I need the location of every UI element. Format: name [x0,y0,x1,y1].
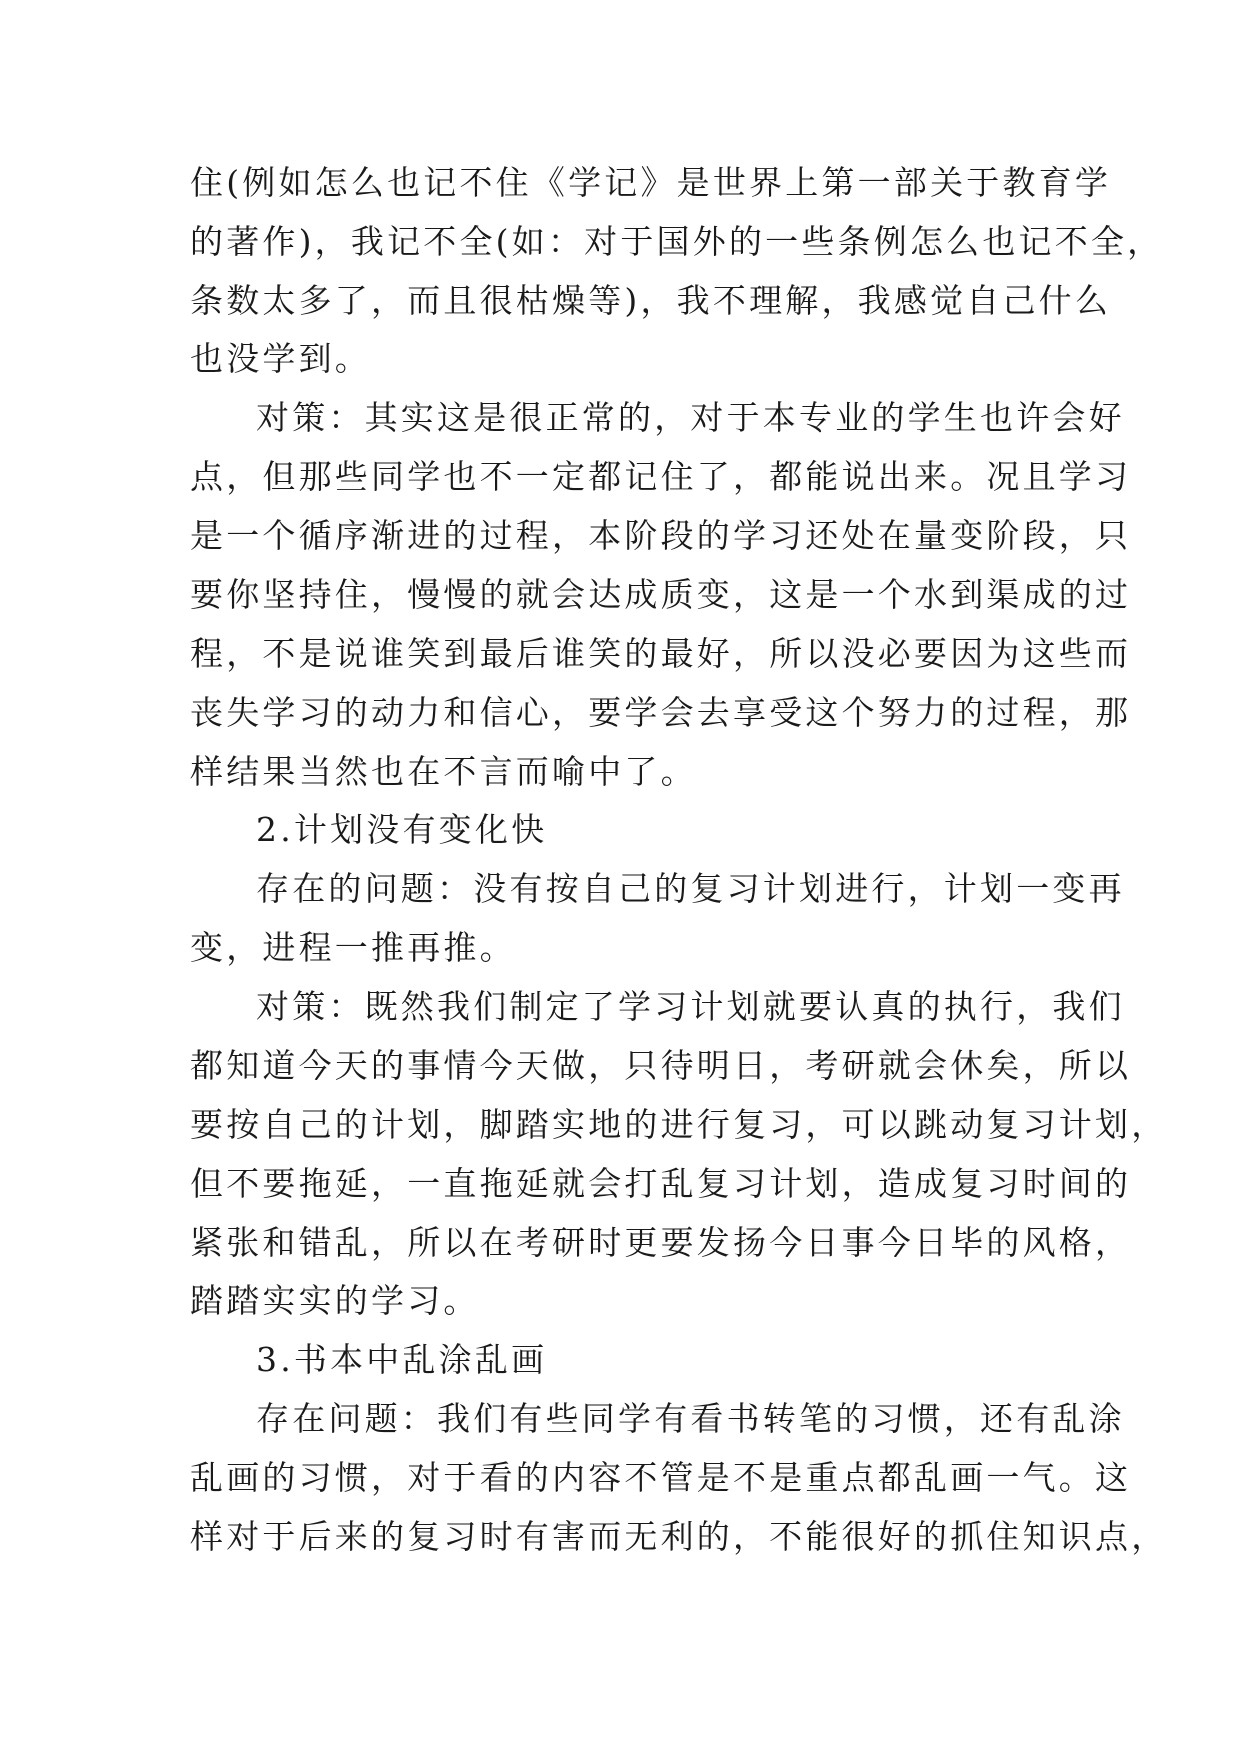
paragraph-line: 样对于后来的复习时有害而无利的，不能很好的抓住知识点， [190,1517,1168,1556]
paragraph-line: 点，但那些同学也不一定都记住了，都能说出来。况且学习 [190,457,1132,496]
paragraph-line: 存在的问题：没有按自己的复习计划进行，计划一变再 [256,869,1125,908]
paragraph-line: 都知道今天的事情今天做，只待明日，考研就会休矣，所以 [190,1046,1132,1085]
paragraph-line: 要你坚持住，慢慢的就会达成质变，这是一个水到渠成的过 [190,575,1132,614]
paragraph-line: 也没学到。 [190,339,371,378]
paragraph-line: 条数太多了，而且很枯燥等)，我不理解，我感觉自己什么 [190,281,1112,320]
section-heading: 2.计划没有变化快 [256,810,548,849]
paragraph-line: 存在问题：我们有些同学有看书转笔的习惯，还有乱涂 [256,1399,1125,1438]
paragraph-line: 的著作)，我记不全(如：对于国外的一些条例怎么也记不全， [190,222,1164,261]
paragraph-line: 程，不是说谁笑到最后谁笑的最好，所以没必要因为这些而 [190,634,1132,673]
paragraph-line: 对策：其实这是很正常的，对于本专业的学生也许会好 [256,398,1125,437]
paragraph-line: 要按自己的计划，脚踏实地的进行复习，可以跳动复习计划， [190,1105,1168,1144]
section-heading: 3.书本中乱涂乱画 [256,1340,548,1379]
paragraph-line: 紧张和错乱，所以在考研时更要发扬今日事今日毕的风格， [190,1223,1132,1262]
paragraph-line: 对策：既然我们制定了学习计划就要认真的执行，我们 [256,987,1125,1026]
paragraph-line: 变，进程一推再推。 [190,928,516,967]
paragraph-line: 但不要拖延，一直拖延就会打乱复习计划，造成复习时间的 [190,1164,1132,1203]
paragraph-line: 丧失学习的动力和信心，要学会去享受这个努力的过程，那 [190,693,1132,732]
paragraph-line: 样结果当然也在不言而喻中了。 [190,752,697,791]
paragraph-line: 住(例如怎么也记不住《学记》是世界上第一部关于教育学 [190,163,1112,202]
paragraph-line: 是一个循序渐进的过程，本阶段的学习还处在量变阶段，只 [190,516,1132,555]
paragraph-line: 乱画的习惯，对于看的内容不管是不是重点都乱画一气。这 [190,1458,1132,1497]
paragraph-line: 踏踏实实的学习。 [190,1281,480,1320]
